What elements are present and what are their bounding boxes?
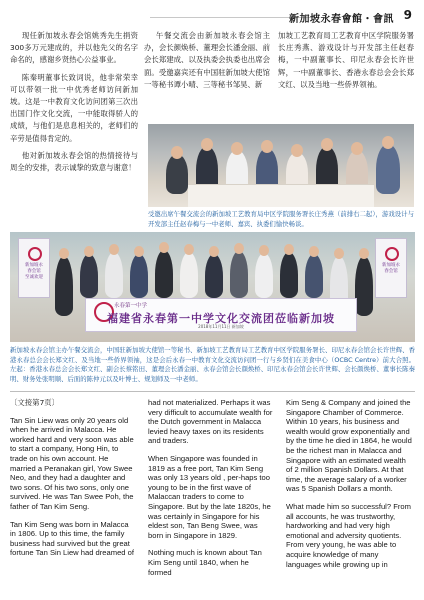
paragraph: Tan Sin Liew was only 20 years old when he arrived in Malacca. He worked hard and very soon was able to start a company, Hong Hin, to trade on his own account. He married a Peranakan girl, Yow Swee Neo, and they had a daughter and two sons. Of his two sons, only one survived. He was Tan Swee Poh, the father of Tan Kim Seng. xyxy=(10,415,134,511)
continued-label: 〔文接第7页〕 xyxy=(10,398,60,407)
paragraph: Nothing much is known about Tan Kim Seng until 1840, when he formed xyxy=(148,548,262,577)
section-divider xyxy=(10,391,415,392)
photo-2-caption: 新加坡永春会馆主办午餐交流会，中国驻新加坡大使馆一等秘书、新加坡工艺教育局工艺教育中区学院服务署长、印尼永春会馆会长许世辉、香港永春总会会长郑文红、及当地一些侨界领袖，这是会后永春一中教育文化交流访问团一行与乡贤们在美食中心（OCBC Centre）前大合照。左起：香港永春总会会长郑文红、副会长蔡铭田、董理会长潘金丽、永春会馆会长颜焕桥、印尼永春会馆会长许世辉、会长颜焕桥、董事长陈秦明、财务处张明顺、后面的陈仲元以及叶博士、规划师及一中老师。 xyxy=(10,346,415,383)
welcome-banner xyxy=(85,298,357,332)
luncheon-photo xyxy=(148,124,414,207)
paragraph: 现任新加坡永春会馆姚秀先生捐资300多万元建成的，并以他先父的名字命名的，感谢乡贤热心公益事业。 xyxy=(10,31,138,65)
banner-date: 2018年11月11日 新加坡 xyxy=(198,324,244,329)
standee-left: 新加坡永春会馆 至诚欢迎 xyxy=(18,238,50,298)
chinese-column-2 xyxy=(144,30,270,96)
english-column-3 xyxy=(286,398,414,577)
page-header xyxy=(0,8,424,26)
paragraph: When Singapore was founded in 1819 as a free port, Tan Kim Seng was only 13 years old , per-haps too young to be in the first wave of Malaccan traders to come to Singapore. But by the late 1820s, he was certainly in Singapore for his eldest son, Tan Beng Swee, was born in Singapore in 1829. xyxy=(148,453,271,540)
paragraph: What made him so successful? From all accounts, he was trustworthy, hardworking and had very high emotional and adversity quotients. From very young, he was able to acquire knowledge of many languages while growing up in xyxy=(286,501,411,569)
paragraph: Kim Seng & Company and joined the Singapore Chamber of Commerce. Within 10 years, his business and wealth would grow exponentially and by the time he died in 1864, he would be the richest man in Malacca and Singapore with an estimated wealth of 2 million Spanish Dollars. At that time, the average salary of a worker was 5 Spanish Dollars a month. xyxy=(286,398,412,494)
group-photo xyxy=(10,232,415,342)
chinese-column-1 xyxy=(10,30,138,179)
page-number: 9 xyxy=(403,8,412,22)
paragraph: had not materialized. Perhaps it was very difficult to accumulate wealth for the Dutch government in Malacca levied heavy taxes on its residents and traders. xyxy=(148,398,273,446)
newsletter-title: 新加坡永春會館・會訊 xyxy=(289,14,394,25)
english-column-2 xyxy=(148,398,274,585)
photo-1-caption: 受邀出席午餐交流会的新加坡工艺教育局中区学院服务署长庄秀燕（前排右二起），游戏设计与开发部主任赵春梅与一中老师、嘉宾、执委们愉快畅谈。 xyxy=(148,210,414,228)
paragraph: 加坡工艺教育局工艺教育中区学院服务署长庄秀燕、游戏设计与开发部主任赵春梅，一中副董事长、印尼永春会长许世辉，一中副董事长、香港永春总会会长郑文红、以及当地一些侨界领袖。 xyxy=(278,31,414,89)
paragraph: Tan Kim Seng was born in Malacca in 1806. Up to this time, the family business had survived but the great fortune Tan Sin Liew had dreamed of xyxy=(10,519,134,558)
standee-right: 新加坡永春会馆 xyxy=(375,238,407,298)
paragraph: 他对新加坡永春会馆的热情接待与周全的安排，表示诚挚的致意与谢意！ xyxy=(10,150,138,173)
dining-table xyxy=(188,184,374,207)
banner-title: 福建省永春第一中学文化交流团莅临新加坡 xyxy=(107,312,335,325)
paragraph: 午餐交流会由新加坡永春会馆主办，会长颜焕桥、董理会长潘金丽、前会长郑建成、以及执委会执委也出席会面。受邀嘉宾还有中国驻新加坡大使馆一等秘书谭小晴、三等秘书邹昊、新 xyxy=(144,31,270,89)
banner-school-name: 永春第一中学 xyxy=(114,303,148,309)
paragraph: 陈秦明董事长致词说，他非常荣幸可以带领一批一中优秀老师访问新加坡。这是一中教育文化访问团第三次出出国门作文化交流，一中能取得骄人的成绩，与他们是息息相关的，老师们的辛劳是值得肯定的。 xyxy=(10,72,138,143)
association-emblem-icon xyxy=(28,247,42,261)
association-emblem-icon xyxy=(385,247,399,261)
english-column-1 xyxy=(10,398,136,566)
chinese-column-3 xyxy=(278,30,414,96)
